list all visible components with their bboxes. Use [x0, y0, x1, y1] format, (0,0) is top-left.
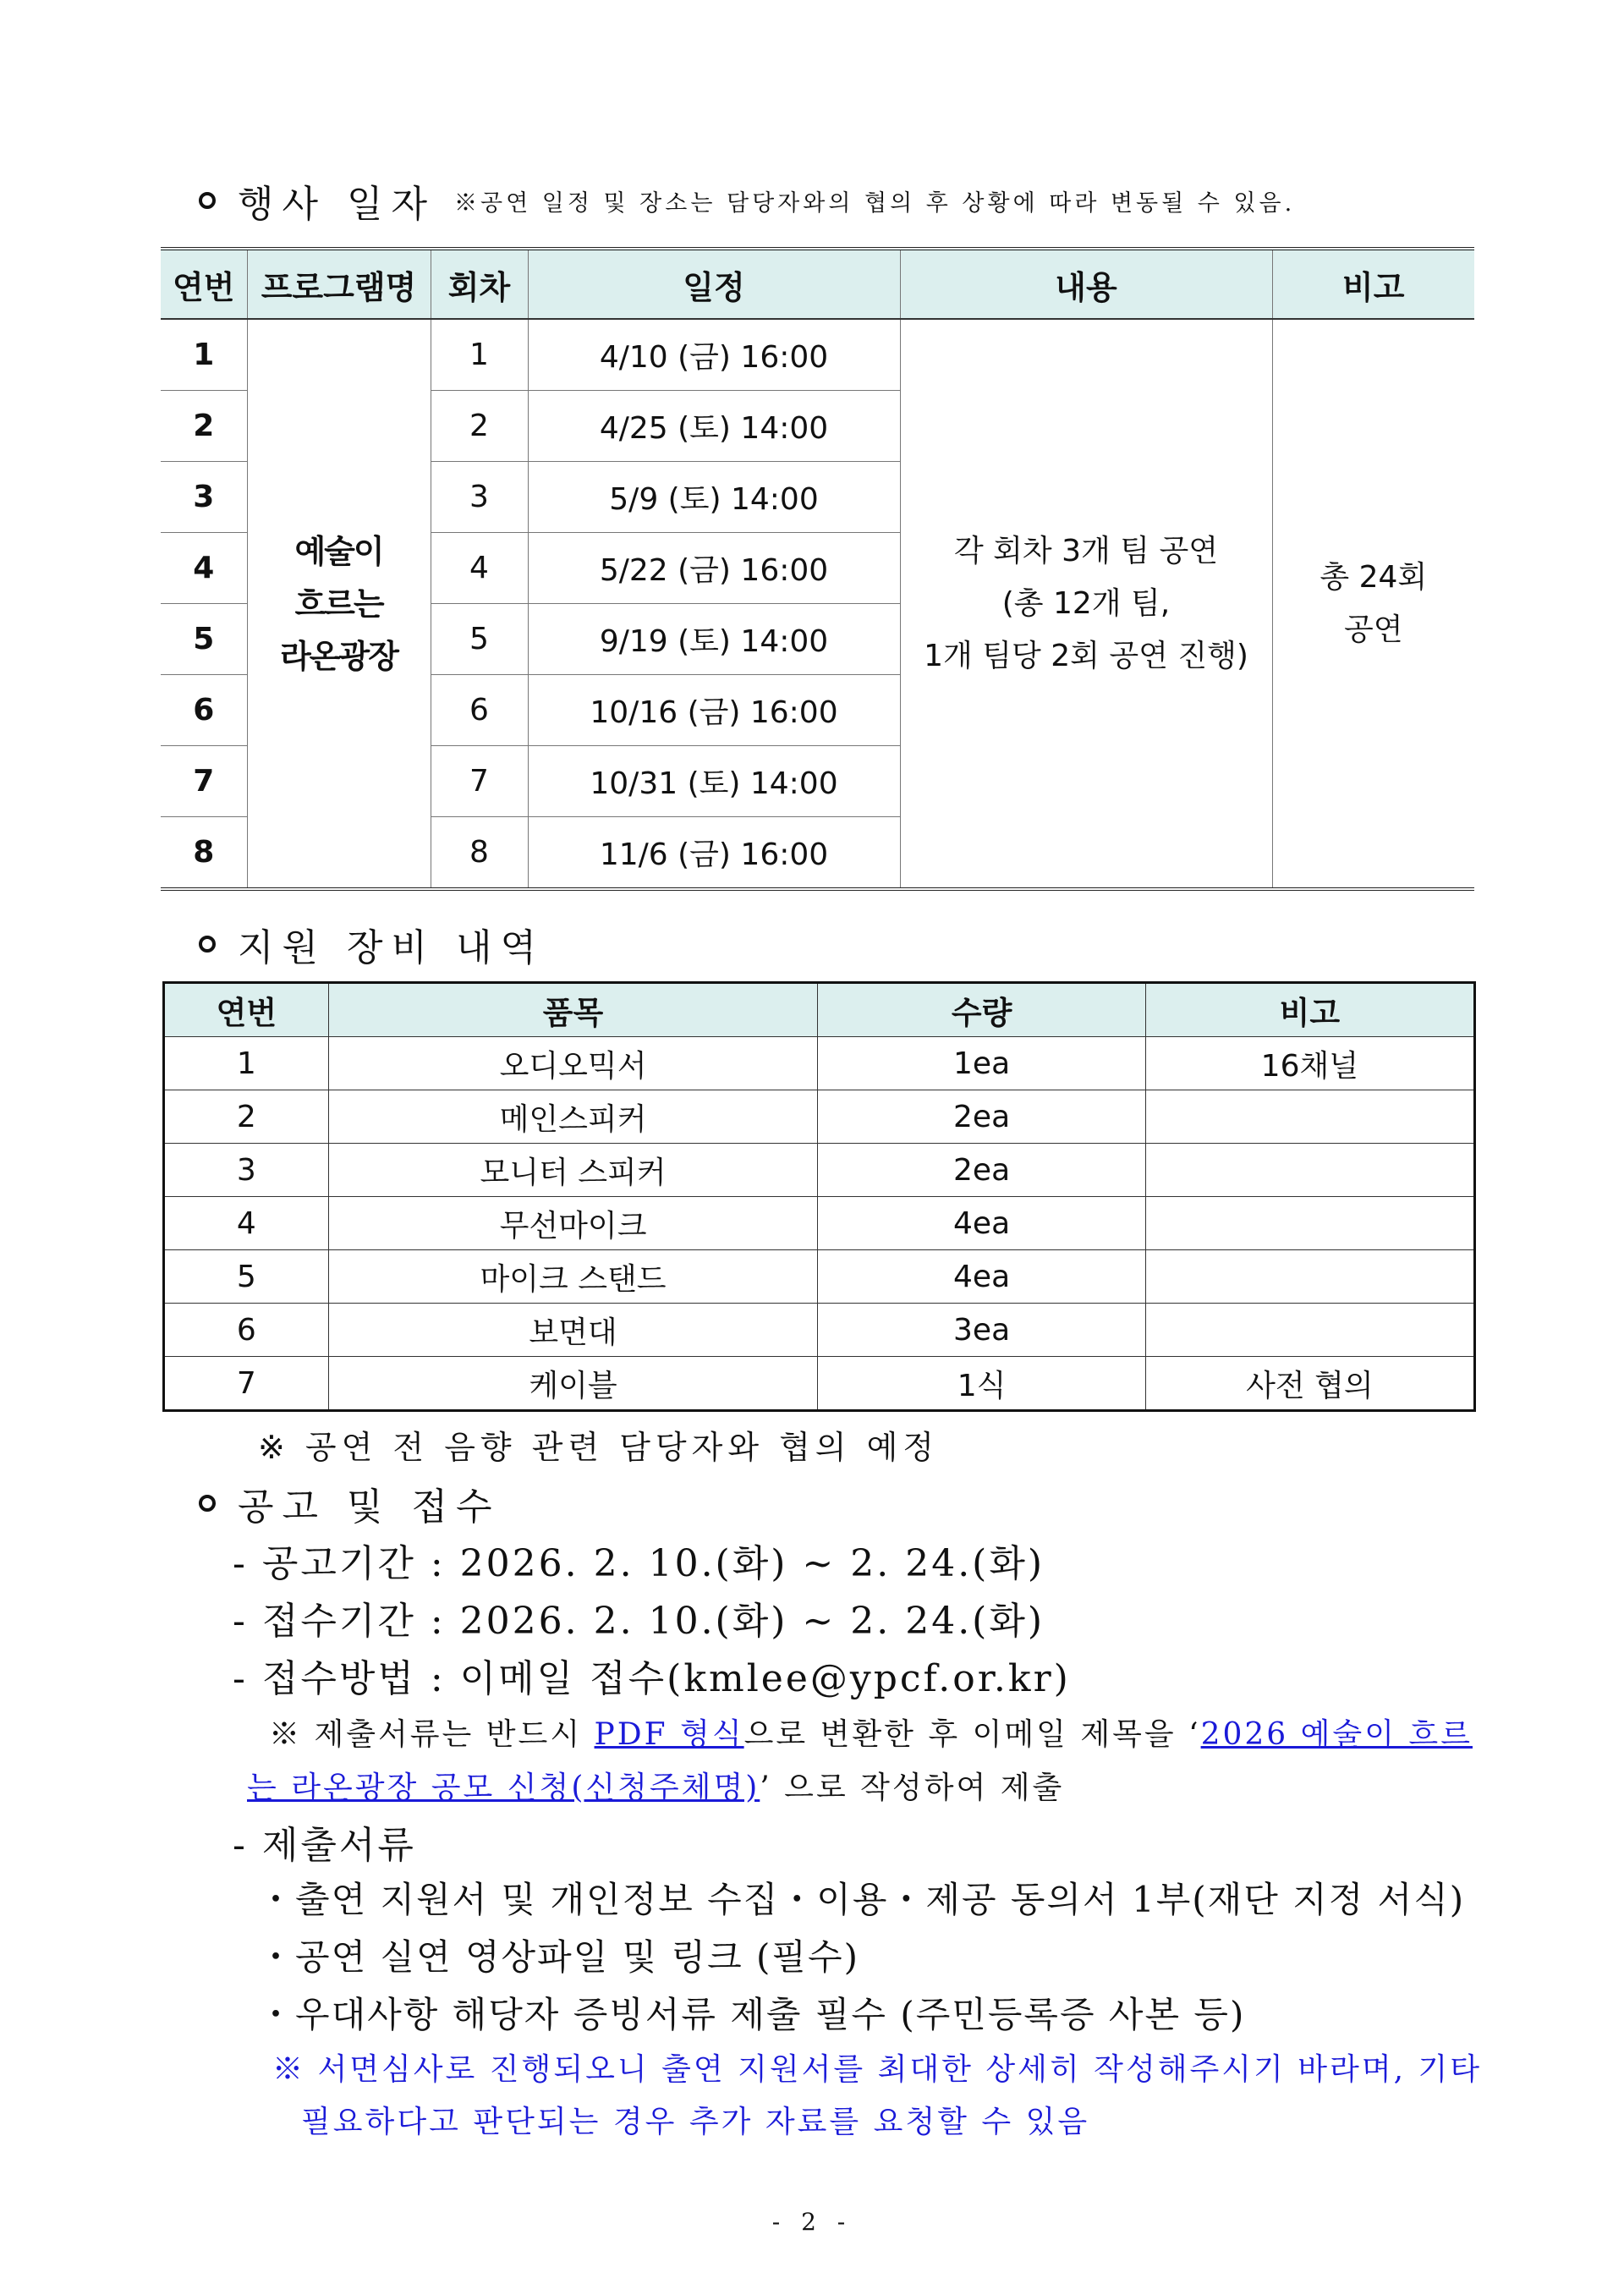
table-row: [164, 1144, 1475, 1197]
program-name-line: 흐르는: [294, 585, 383, 623]
date-cell: 9/19 (토) 14:00: [528, 604, 900, 675]
header-cell: 비고: [1272, 249, 1474, 319]
content-line: (총 12개 팀,: [1001, 585, 1171, 621]
qty-cell: 2ea: [818, 1144, 1145, 1197]
date-cell: 5/22 (금) 16:00: [528, 533, 900, 604]
remark-line: 총 24회: [1320, 559, 1428, 595]
submit-note-line-1: [269, 1710, 1473, 1754]
date-cell: 5/9 (토) 14:00: [528, 462, 900, 533]
section-equipment-heading: [199, 917, 545, 971]
note-cell: 16채널: [1145, 1037, 1474, 1090]
header-cell: 내용: [900, 249, 1272, 319]
equipment-footnote: ※ 공연 전 음향 관련 담당자와 협의 예정: [258, 1429, 940, 1466]
circle-bullet-icon: [199, 936, 216, 953]
item-cell: 무선마이크: [328, 1197, 818, 1250]
date-cell: 4/25 (토) 14:00: [528, 391, 900, 462]
row-number: 2: [161, 391, 247, 462]
table-row: [164, 1304, 1475, 1357]
note-cell: [1145, 1250, 1474, 1304]
email-title-link-continued[interactable]: 는 라온광장 공모 신청(신청주체명): [247, 1771, 760, 1805]
note-cell: [1145, 1144, 1474, 1197]
round-cell: 3: [431, 462, 528, 533]
section-event-dates-heading: [199, 173, 1295, 228]
notice-period: - 공고기간 : 2026. 2. 10.(화) ~ 2. 24.(화): [233, 1542, 1045, 1585]
row-number: 3: [161, 462, 247, 533]
item-cell: 케이블: [328, 1357, 818, 1411]
warning-line-2: 필요하다고 판단되는 경우 추가 자료를 요청할 수 있음: [301, 2105, 1090, 2139]
document-item: ・우대사항 해당자 증빙서류 제출 필수 (주민등록증 사본 등): [258, 1994, 1246, 2035]
content-line: 각 회차 3개 팀 공연: [953, 533, 1219, 568]
round-cell: 5: [431, 604, 528, 675]
schedule-table: [161, 247, 1474, 891]
remark-line: 공연: [1343, 612, 1403, 647]
receipt-period: - 접수기간 : 2026. 2. 10.(화) ~ 2. 24.(화): [233, 1600, 1045, 1643]
content-line: 1개 팀당 2회 공연 진행): [924, 638, 1248, 673]
item-cell: 메인스피커: [328, 1090, 818, 1144]
document-item: ・공연 실연 영상파일 및 링크 (필수): [258, 1936, 859, 1978]
header-cell: 일정: [528, 249, 900, 319]
equipment-table: [162, 981, 1476, 1412]
header-cell: 연번: [161, 249, 247, 319]
row-number: 8: [161, 817, 247, 890]
header-cell: 수량: [818, 983, 1145, 1037]
table-row: [164, 1090, 1475, 1144]
circle-bullet-icon: [199, 192, 216, 209]
date-cell: 10/16 (금) 16:00: [528, 675, 900, 746]
header-cell: 회차: [431, 249, 528, 319]
row-number: 5: [164, 1250, 329, 1304]
section-note: ※공연 일정 및 장소는 담당자와의 협의 후 상황에 따라 변동될 수 있음.: [454, 189, 1296, 217]
note-cell: [1145, 1304, 1474, 1357]
table-row: [164, 1197, 1475, 1250]
qty-cell: 3ea: [818, 1304, 1145, 1357]
header-cell: 프로그램명: [247, 249, 431, 319]
qty-cell: 1식: [818, 1357, 1145, 1411]
circle-bullet-icon: [199, 1495, 216, 1512]
table-row: [164, 1037, 1475, 1090]
section-title: 지원 장비 내역: [238, 926, 545, 969]
content-cell: [900, 319, 1272, 889]
qty-cell: 4ea: [818, 1197, 1145, 1250]
receipt-method: - 접수방법 : 이메일 접수(kmlee@ypcf.or.kr): [233, 1657, 1071, 1700]
page-number: - 2 -: [771, 2208, 853, 2236]
row-number: 4: [164, 1197, 329, 1250]
program-name-line: 예술이: [294, 532, 383, 570]
qty-cell: 1ea: [818, 1037, 1145, 1090]
row-number: 3: [164, 1144, 329, 1197]
row-number: 2: [164, 1090, 329, 1144]
header-cell: 비고: [1145, 983, 1474, 1037]
round-cell: 8: [431, 817, 528, 890]
note-cell: [1145, 1090, 1474, 1144]
item-cell: 모니터 스피커: [328, 1144, 818, 1197]
header-cell: 연번: [164, 983, 329, 1037]
round-cell: 6: [431, 675, 528, 746]
header-cell: 품목: [328, 983, 818, 1037]
warning-line-1: ※ 서면심사로 진행되오니 출연 지원서를 최대한 상세히 작성해주시기 바라며, 기타: [272, 2052, 1483, 2087]
date-cell: 4/10 (금) 16:00: [528, 319, 900, 391]
row-number: 4: [161, 533, 247, 604]
program-name-cell: [247, 319, 431, 889]
documents-label: - 제출서류: [233, 1824, 416, 1867]
submit-note-line-2: [247, 1764, 1064, 1807]
date-cell: 11/6 (금) 16:00: [528, 817, 900, 890]
round-cell: 2: [431, 391, 528, 462]
program-name-line: 라온광장: [280, 637, 398, 675]
qty-cell: 4ea: [818, 1250, 1145, 1304]
section-title: 행사 일자: [238, 183, 436, 226]
table-row: [161, 319, 1474, 391]
note-cell: 사전 협의: [1145, 1357, 1474, 1411]
submit-note-suffix: ’ 으로 작성하여 제출: [760, 1771, 1065, 1805]
row-number: 6: [164, 1304, 329, 1357]
note-cell: [1145, 1197, 1474, 1250]
item-cell: 오디오믹서: [328, 1037, 818, 1090]
email-title-link[interactable]: 2026 예술이 흐르: [1200, 1717, 1473, 1752]
table-row: [164, 1357, 1475, 1411]
row-number: 1: [161, 319, 247, 391]
round-cell: 1: [431, 319, 528, 391]
row-number: 1: [164, 1037, 329, 1090]
table-row: [164, 1250, 1475, 1304]
round-cell: 7: [431, 746, 528, 817]
pdf-format-link[interactable]: PDF 형식: [594, 1717, 744, 1752]
item-cell: 마이크 스탠드: [328, 1250, 818, 1304]
table-header-row: [164, 983, 1475, 1037]
item-cell: 보면대: [328, 1304, 818, 1357]
row-number: 5: [161, 604, 247, 675]
date-cell: 10/31 (토) 14:00: [528, 746, 900, 817]
submit-note-middle: 으로 변환한 후 이메일 제목을 ‘: [743, 1717, 1201, 1752]
row-number: 6: [161, 675, 247, 746]
submit-note-prefix: ※ 제출서류는 반드시: [269, 1717, 595, 1752]
row-number: 7: [161, 746, 247, 817]
document-item: ・출연 지원서 및 개인정보 수집・이용・제공 동의서 1부(재단 지정 서식): [258, 1879, 1466, 1920]
remark-cell: [1272, 319, 1474, 889]
round-cell: 4: [431, 533, 528, 604]
row-number: 7: [164, 1357, 329, 1411]
table-header-row: [161, 249, 1474, 319]
qty-cell: 2ea: [818, 1090, 1145, 1144]
section-notice-heading: [199, 1476, 501, 1530]
section-title: 공고 및 접수: [238, 1485, 501, 1529]
